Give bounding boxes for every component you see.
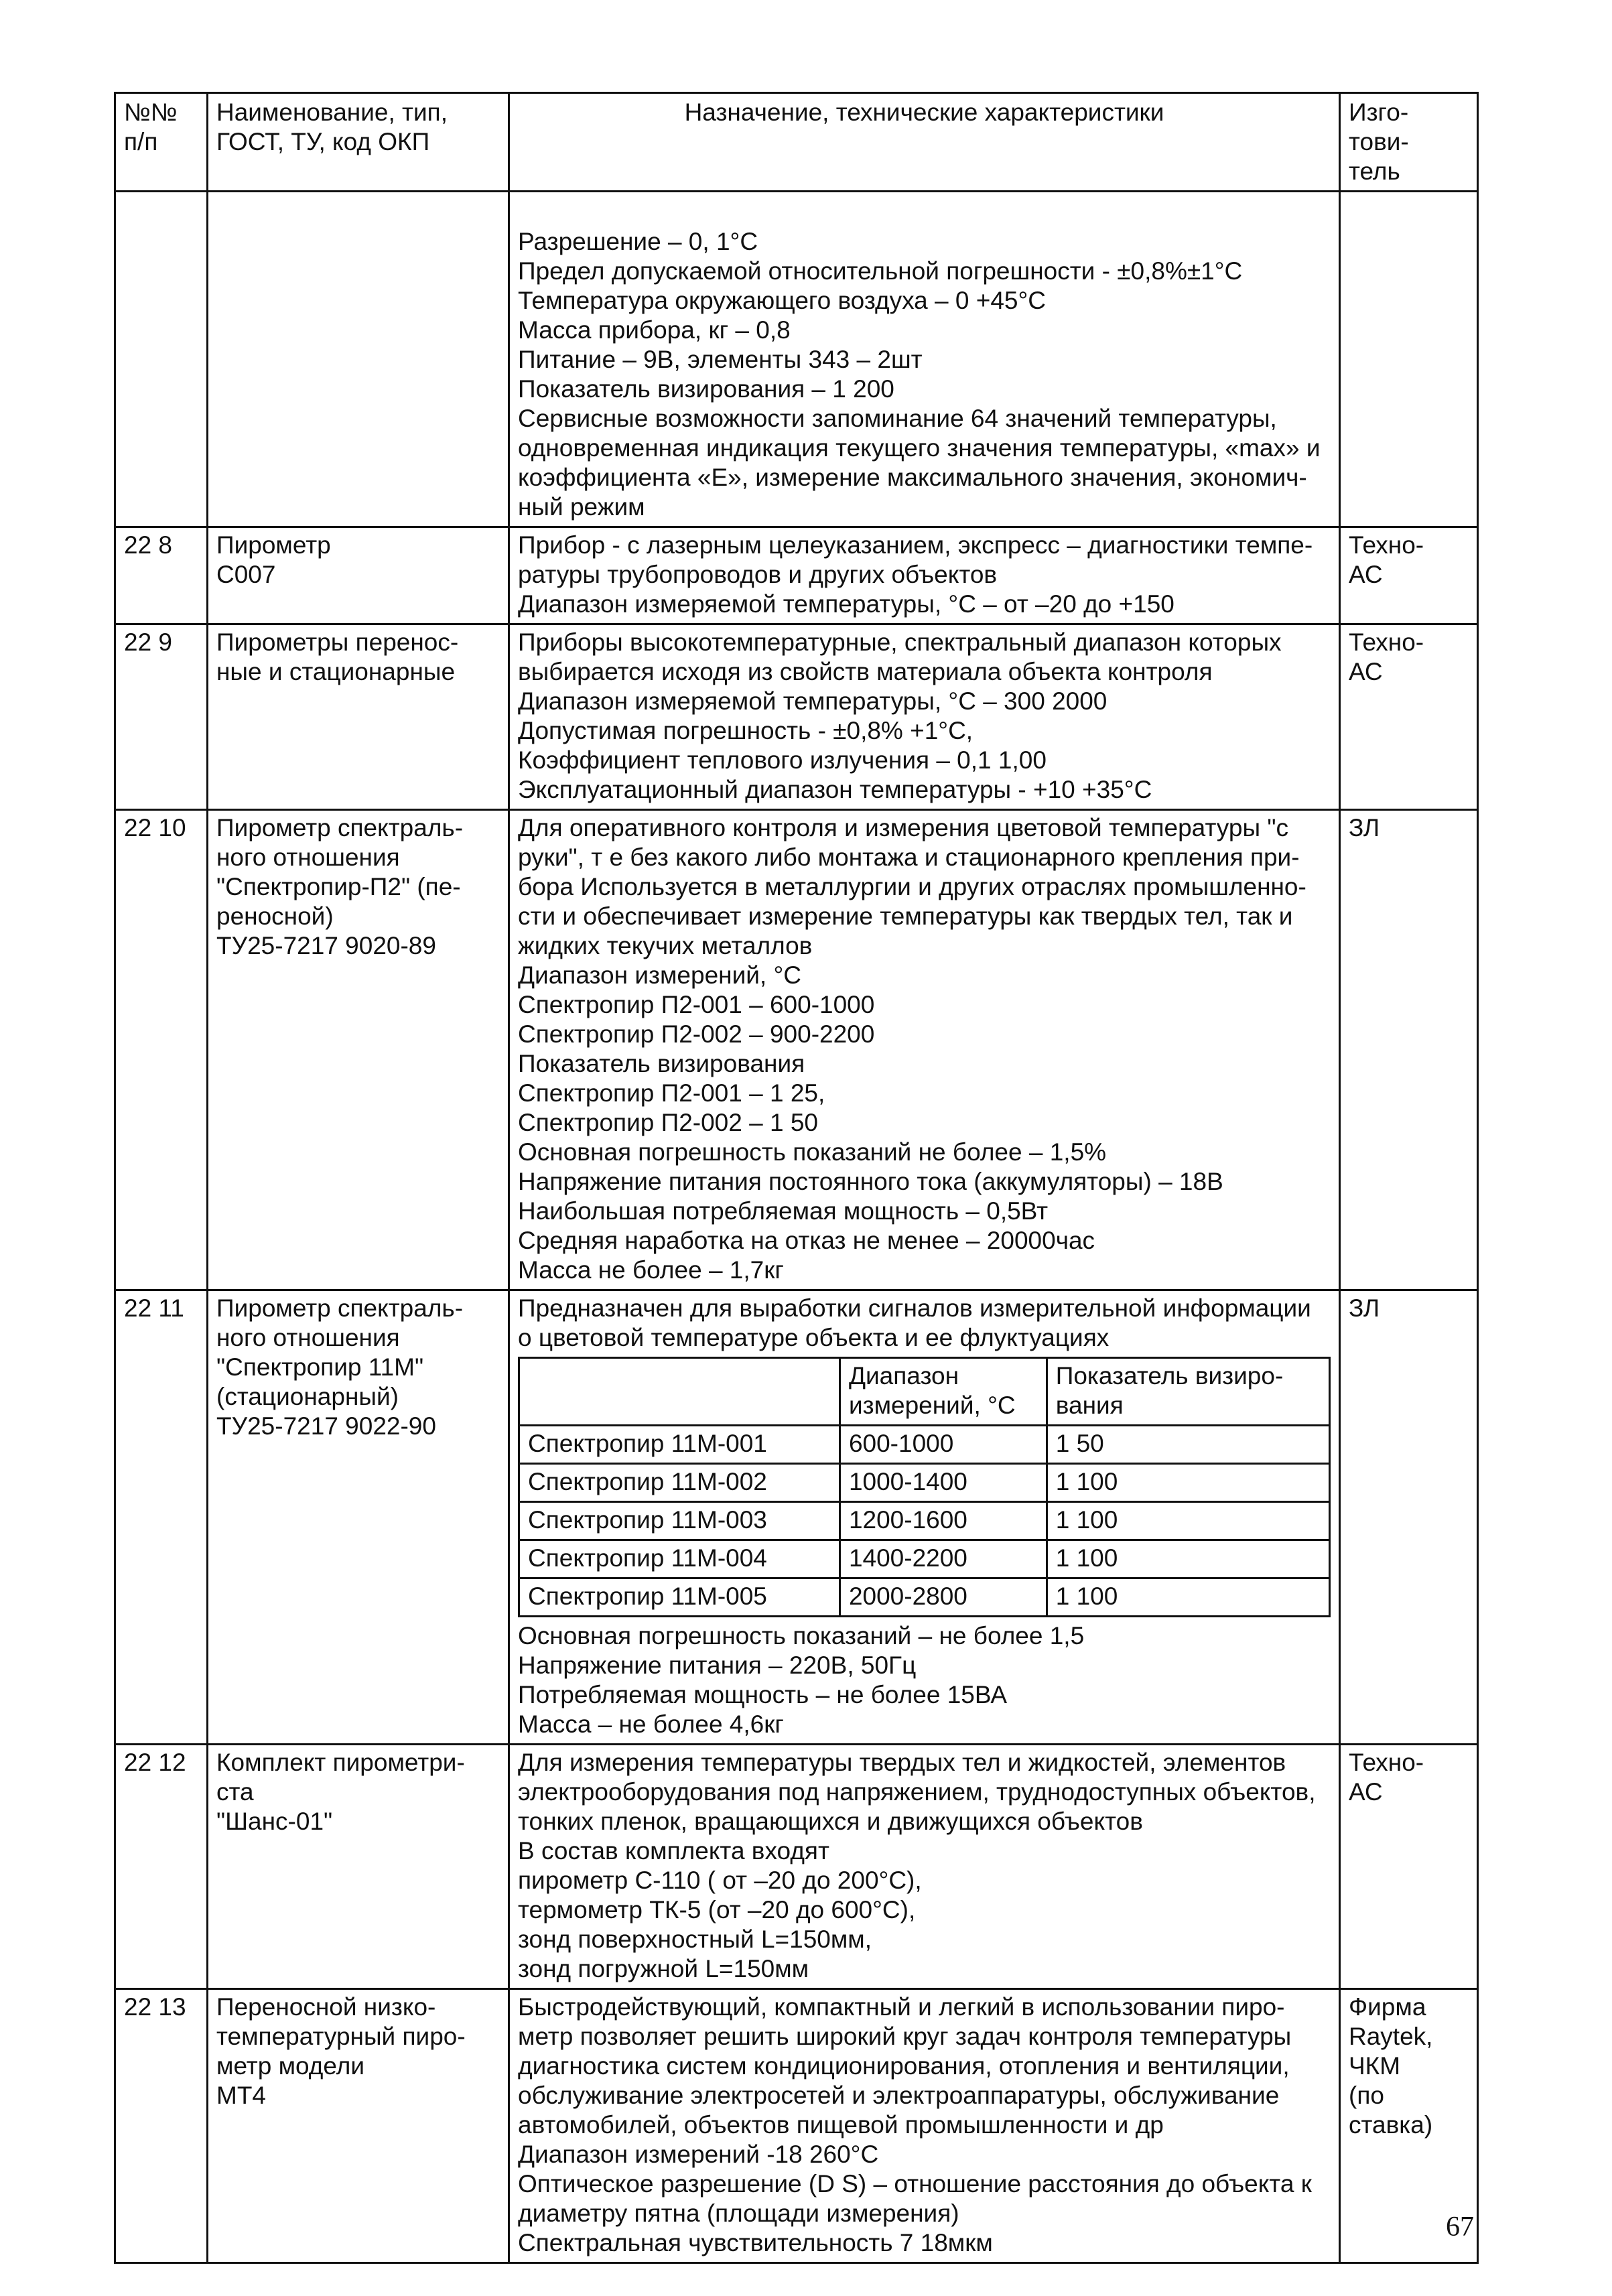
header-maker: [1340, 93, 1478, 192]
subtable-row: [519, 1426, 1330, 1464]
desc-line: Для оперативного контроля и измерения цветовой температуры "с: [518, 814, 1288, 841]
maker-line: АС: [1349, 1778, 1383, 1806]
row-number: 22 8: [124, 531, 173, 559]
name-line: Пирометр: [216, 531, 331, 559]
name-line: ТУ25-7217 9022-90: [216, 1412, 436, 1440]
desc-line: зонд погружной L=150мм: [518, 1955, 809, 1982]
subtable-cell: 1200-1600: [839, 1502, 1047, 1540]
name-line: реносной): [216, 902, 334, 930]
desc-cell: [509, 624, 1340, 810]
subtable-cell: 1000-1400: [839, 1464, 1047, 1502]
desc-line: Спектропир П2-001 – 1 25,: [518, 1079, 825, 1107]
subtable-cell: 1 100: [1047, 1464, 1329, 1502]
name-line: Переносной низко-: [216, 1993, 436, 2021]
name-cell: [208, 810, 509, 1290]
desc-line: Показатель визирования: [518, 1050, 805, 1077]
subtable-header-cell: [519, 1358, 840, 1426]
desc-line: Предел допускаемой относительной погрешности - ±0,8%±1°С: [518, 257, 1243, 285]
subtable-header-row: [519, 1358, 1330, 1426]
desc-line: Питание – 9В, элементы 343 – 2шт: [518, 346, 923, 373]
desc-line: Спектропир П2-001 – 600-1000: [518, 991, 875, 1018]
num-cell: [115, 1989, 208, 2263]
desc-line: Быстродействующий, компактный и легкий в использовании пиро-: [518, 1993, 1285, 2021]
desc-line: руки", т е без какого либо монтажа и стационарного крепления при-: [518, 843, 1300, 871]
num-cell: [115, 192, 208, 527]
range-subtable: [518, 1357, 1331, 1617]
desc-line: Разрешение – 0, 1°С: [518, 228, 758, 255]
desc-line: пирометр С-110 ( от –20 до 200°С),: [518, 1867, 922, 1894]
table-row: [115, 1745, 1478, 1989]
name-line: ного отношения: [216, 1324, 400, 1351]
desc-cell: [509, 527, 1340, 624]
maker-cell: [1340, 192, 1478, 527]
header-name: [208, 93, 509, 192]
desc-cell: [509, 1745, 1340, 1989]
desc-line: сти и обеспечивает измерение температуры как твердых тел, так и: [518, 902, 1293, 930]
desc-line: Диапазон измеряемой температуры, °С – 300 2000: [518, 687, 1107, 715]
desc-line: ный режим: [518, 493, 645, 521]
subtable-row: [519, 1540, 1330, 1578]
desc-line: Диапазон измерений -18 260°С: [518, 2141, 879, 2168]
continuation-spacer: [518, 195, 1331, 227]
header-maker-line: Изго-: [1349, 98, 1409, 126]
subtable-row: [519, 1502, 1330, 1540]
desc-line: Потребляемая мощность – не более 15ВА: [518, 1681, 1007, 1708]
maker-line: АС: [1349, 561, 1383, 588]
desc-line: Наибольшая потребляемая мощность – 0,5Вт: [518, 1197, 1049, 1225]
desc-line: Предназначен для выработки сигналов измерительной информации: [518, 1294, 1311, 1322]
name-cell: [208, 527, 509, 624]
header-maker-line: тови-: [1349, 128, 1409, 155]
num-cell: [115, 624, 208, 810]
subtable-row: [519, 1578, 1330, 1617]
name-line: МТ4: [216, 2082, 266, 2109]
num-cell: [115, 810, 208, 1290]
desc-line: Эксплуатационный диапазон температуры - +10 +35°С: [518, 776, 1152, 803]
subtable-cell: Спектропир 11М-005: [519, 1578, 840, 1617]
maker-cell: [1340, 527, 1478, 624]
table-row: [115, 624, 1478, 810]
name-line: (стационарный): [216, 1383, 399, 1410]
desc-line: Сервисные возможности запоминание 64 значений температуры,: [518, 405, 1277, 432]
header-row: [115, 93, 1478, 192]
maker-line: Фирма: [1349, 1993, 1426, 2021]
name-line: температурный пиро-: [216, 2023, 466, 2050]
maker-cell: [1340, 624, 1478, 810]
name-line: "Спектропир 11М": [216, 1353, 424, 1381]
desc-line: обслуживание электросетей и электроаппаратуры, обслуживание: [518, 2082, 1280, 2109]
desc-line: о цветовой температуре объекта и ее флуктуациях: [518, 1324, 1110, 1351]
page-number: 67: [1446, 2212, 1474, 2242]
desc-line: Спектральная чувствительность 7 18мкм: [518, 2229, 993, 2256]
header-desc-title: Назначение, технические характеристики: [684, 98, 1164, 126]
name-line: Пирометры перенос-: [216, 628, 459, 656]
desc-line: Допустимая погрешность - ±0,8% +1°С,: [518, 717, 973, 744]
desc-line: Основная погрешность показаний – не более 1,5: [518, 1622, 1085, 1649]
subtable-cell: Спектропир 11М-003: [519, 1502, 840, 1540]
desc-line: диаметру пятна (площади измерения): [518, 2200, 959, 2227]
maker-line: Техно-: [1349, 531, 1424, 559]
maker-line: АС: [1349, 658, 1383, 685]
name-cell: [208, 1745, 509, 1989]
maker-cell: [1340, 810, 1478, 1290]
desc-line: жидких текучих металлов: [518, 932, 813, 959]
name-line: ста: [216, 1778, 254, 1806]
subtable-cell: 1 100: [1047, 1502, 1329, 1540]
subtable-header-cell: Диапазон измерений, °С: [839, 1358, 1047, 1426]
header-name-line: ГОСТ, ТУ, код ОКП: [216, 128, 430, 155]
maker-line: Raytek,: [1349, 2023, 1433, 2050]
desc-cell: [509, 1290, 1340, 1745]
name-line: метр модели: [216, 2052, 364, 2080]
name-cell: [208, 624, 509, 810]
header-name-line: Наименование, тип,: [216, 98, 448, 126]
subtable-cell: 2000-2800: [839, 1578, 1047, 1617]
subtable-header-cell: Показатель визиро-вания: [1047, 1358, 1329, 1426]
desc-line: бора Используется в металлургии и других отраслях промышленно-: [518, 873, 1306, 900]
desc-line: диагностика систем кондиционирования, отопления и вентиляции,: [518, 2052, 1290, 2080]
desc-line: зонд поверхностный L=150мм,: [518, 1926, 872, 1953]
desc-line: Температура окружающего воздуха – 0 +45°С: [518, 287, 1047, 314]
name-line: Пирометр спектраль-: [216, 1294, 464, 1322]
desc-line: В состав комплекта входят: [518, 1837, 829, 1865]
maker-line: ЗЛ: [1349, 814, 1380, 841]
desc-cell: [509, 1989, 1340, 2263]
desc-line: Масса не более – 1,7кг: [518, 1256, 784, 1284]
desc-line: метр позволяет решить широкий круг задач контроля температуры: [518, 2023, 1292, 2050]
desc-line: Средняя наработка на отказ не менее – 20000час: [518, 1227, 1095, 1254]
name-line: ные и стационарные: [216, 658, 456, 685]
desc-line: Основная погрешность показаний не более – 1,5%: [518, 1138, 1107, 1166]
subtable-row: [519, 1464, 1330, 1502]
subtable-cell: 1 100: [1047, 1540, 1329, 1578]
desc-line: выбирается исходя из свойств материала объекта контроля: [518, 658, 1213, 685]
desc-line: Оптическое разрешение (D S) – отношение расстояния до объекта к: [518, 2170, 1312, 2198]
name-line: "Спектропир-П2" (пе-: [216, 873, 461, 900]
desc-line: Спектропир П2-002 – 900-2200: [518, 1020, 875, 1048]
desc-line: Спектропир П2-002 – 1 50: [518, 1109, 818, 1136]
table-row-continuation: [115, 192, 1478, 527]
num-cell: [115, 1745, 208, 1989]
desc-line: ратуры трубопроводов и других объектов: [518, 561, 998, 588]
table-row: [115, 810, 1478, 1290]
name-line: Комплект пирометри-: [216, 1749, 465, 1776]
subtable-cell: Спектропир 11М-004: [519, 1540, 840, 1578]
header-num-line: п/п: [124, 128, 158, 155]
desc-line: одновременная индикация текущего значения температуры, «max» и: [518, 434, 1321, 462]
desc-line: термометр ТК-5 (от –20 до 600°С),: [518, 1896, 916, 1923]
row-number: 22 9: [124, 628, 173, 656]
desc-line: Коэффициент теплового излучения – 0,1 1,00: [518, 746, 1047, 774]
name-line: Пирометр спектраль-: [216, 814, 464, 841]
desc-line: Диапазон измерений, °С: [518, 961, 801, 989]
name-cell: [208, 1989, 509, 2263]
desc-line: Для измерения температуры твердых тел и жидкостей, элементов: [518, 1749, 1286, 1776]
num-cell: [115, 527, 208, 624]
desc-line: Прибор - с лазерным целеуказанием, экспресс – диагностики темпе-: [518, 531, 1313, 559]
subtable-cell: Спектропир 11М-002: [519, 1464, 840, 1502]
desc-line: Показатель визирования – 1 200: [518, 375, 894, 403]
maker-cell: [1340, 1745, 1478, 1989]
desc-line: Напряжение питания – 220В, 50Гц: [518, 1651, 917, 1679]
maker-cell: [1340, 1290, 1478, 1745]
desc-line: Напряжение питания постоянного тока (аккумуляторы) – 18В: [518, 1168, 1223, 1195]
desc-line: автомобилей, объектов пищевой промышленности и др: [518, 2111, 1164, 2139]
subtable-cell: 1 50: [1047, 1426, 1329, 1464]
header-num: [115, 93, 208, 192]
row-number: 22 12: [124, 1749, 186, 1776]
characteristics-table: [114, 92, 1479, 2264]
table-row: [115, 527, 1478, 624]
name-cell: [208, 1290, 509, 1745]
subtable-cell: 600-1000: [839, 1426, 1047, 1464]
name-cell: [208, 192, 509, 527]
subtable-cell: Спектропир 11М-001: [519, 1426, 840, 1464]
table-row: [115, 1290, 1478, 1745]
header-num-line: №№: [124, 98, 178, 126]
row-number: 22 13: [124, 1993, 186, 2021]
desc-line: Масса – не более 4,6кг: [518, 1710, 784, 1738]
table-body: [115, 192, 1478, 2263]
desc-cell: [509, 810, 1340, 1290]
desc-line: Приборы высокотемпературные, спектральный диапазон которых: [518, 628, 1282, 656]
name-line: "Шанс-01": [216, 1808, 333, 1835]
desc-cell: [509, 192, 1340, 527]
header-maker-line: тель: [1349, 157, 1400, 185]
desc-line: электрооборудования под напряжением, труднодоступных объектов,: [518, 1778, 1316, 1806]
maker-line: Техно-: [1349, 628, 1424, 656]
num-cell: [115, 1290, 208, 1745]
header-desc: [509, 93, 1340, 192]
desc-line: тонких пленок, вращающихся и движущихся объектов: [518, 1808, 1143, 1835]
table-row: [115, 1989, 1478, 2263]
maker-line: ЧКМ: [1349, 2052, 1401, 2080]
subtable-cell: 1 100: [1047, 1578, 1329, 1617]
desc-line: коэффициента «Е», измерение максимального значения, экономич-: [518, 464, 1307, 491]
name-line: ТУ25-7217 9020-89: [216, 932, 436, 959]
row-number: 22 11: [124, 1294, 184, 1322]
name-line: ного отношения: [216, 843, 400, 871]
maker-line: ставка): [1349, 2111, 1433, 2139]
row-number: 22 10: [124, 814, 186, 841]
maker-line: Техно-: [1349, 1749, 1424, 1776]
desc-line: Масса прибора, кг – 0,8: [518, 316, 791, 344]
desc-line: Диапазон измеряемой температуры, °С – от –20 до +150: [518, 590, 1174, 618]
subtable-cell: 1400-2200: [839, 1540, 1047, 1578]
maker-line: (по: [1349, 2082, 1384, 2109]
maker-line: ЗЛ: [1349, 1294, 1380, 1322]
name-line: С007: [216, 561, 276, 588]
